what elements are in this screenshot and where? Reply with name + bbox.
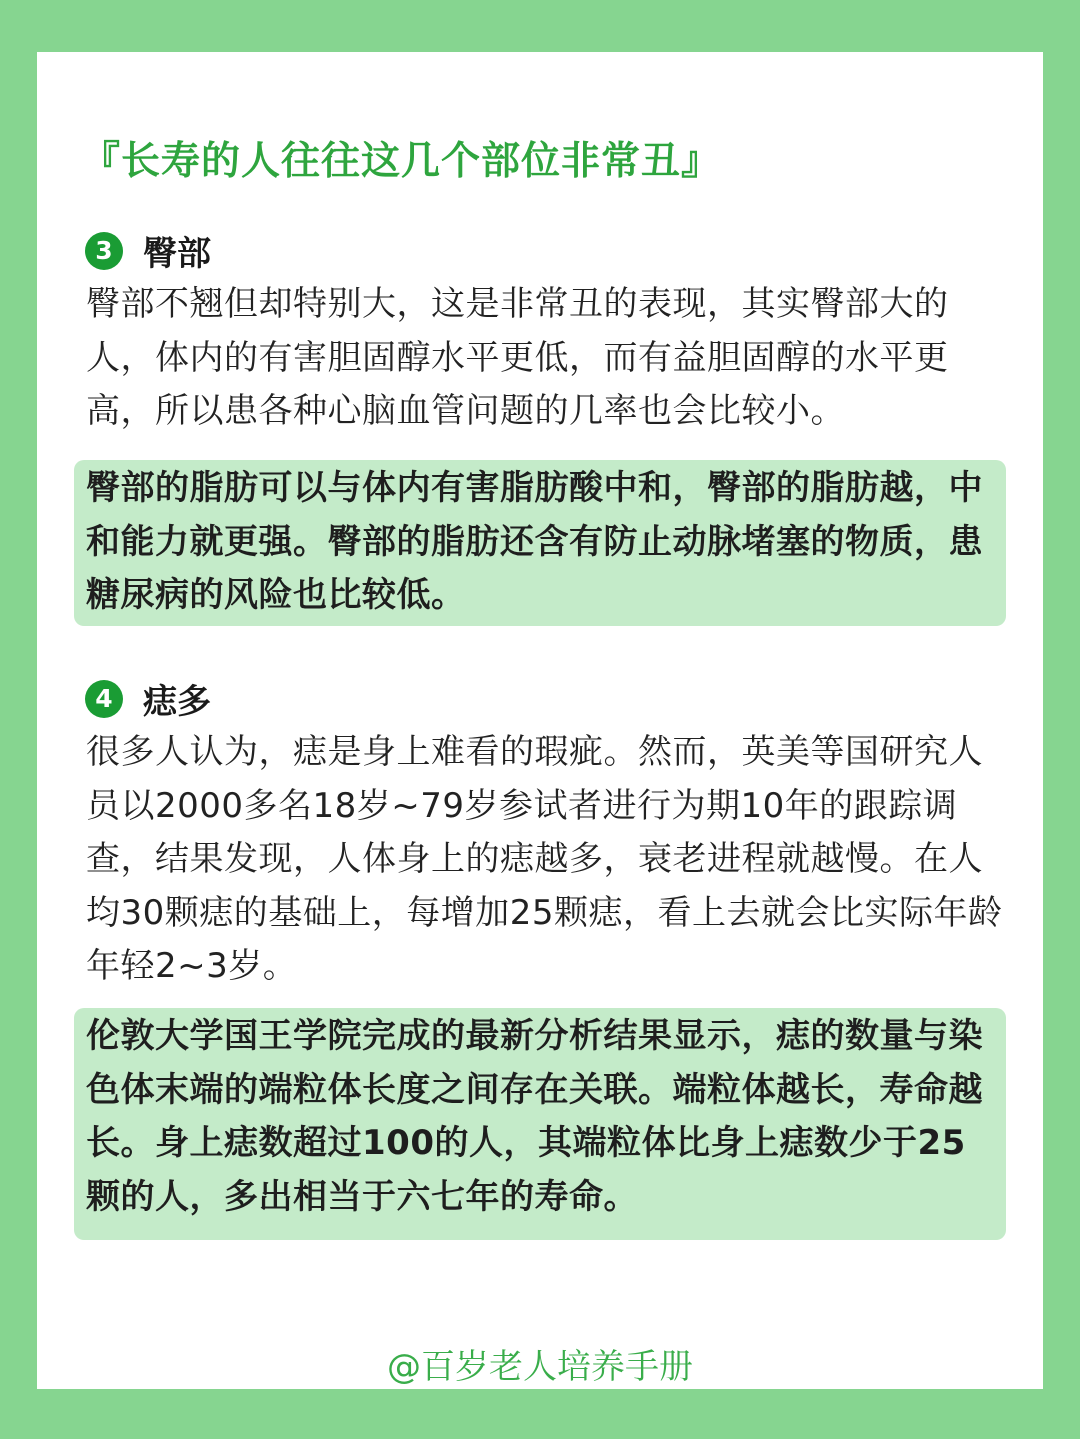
number-badge: 4 — [85, 680, 123, 718]
content-card — [37, 52, 1043, 1389]
section-body: 臀部不翘但却特别大，这是非常丑的表现，其实臀部大的人，体内的有害胆固醇水平更低，而有益胆固醇的水平更高，所以患各种心脑血管问题的几率也会比较小。 — [86, 284, 949, 431]
number-badge: 3 — [85, 232, 123, 270]
section-heading: 臀部 — [143, 234, 211, 274]
highlight-text: 臀部的脂肪可以与体内有害脂肪酸中和，臀部的脂肪越，中和能力就更强。臀部的脂肪还含有防止动脉堵塞的物质，患糖尿病的风险也比较低。 — [86, 468, 983, 615]
author-watermark: @百岁老人培养手册 — [387, 1347, 693, 1387]
section-header-buttocks — [85, 226, 211, 275]
page-title: 『长寿的人往往这几个部位非常丑』 — [81, 139, 722, 184]
section-header-moles — [85, 674, 211, 723]
section-body: 很多人认为，痣是身上难看的瑕疵。然而，英美等国研究人员以2000多名18岁~79岁参试者进行为期10年的跟踪调查，结果发现，人体身上的痣越多，衰老进程就越慢。在人均30颗痣的基础上，每增加25颗痣，看上去就会比实际年龄年轻2~3岁。 — [86, 732, 1003, 986]
highlight-box — [74, 460, 1006, 626]
highlight-box — [74, 1008, 1006, 1240]
highlight-text: 伦敦大学国王学院完成的最新分析结果显示，痣的数量与染色体末端的端粒体长度之间存在关联。端粒体越长，寿命越长。身上痣数超过100的人，其端粒体比身上痣数少于25颗的人，多出相当于六七年的寿命。 — [86, 1016, 983, 1217]
section-heading: 痣多 — [143, 682, 211, 722]
